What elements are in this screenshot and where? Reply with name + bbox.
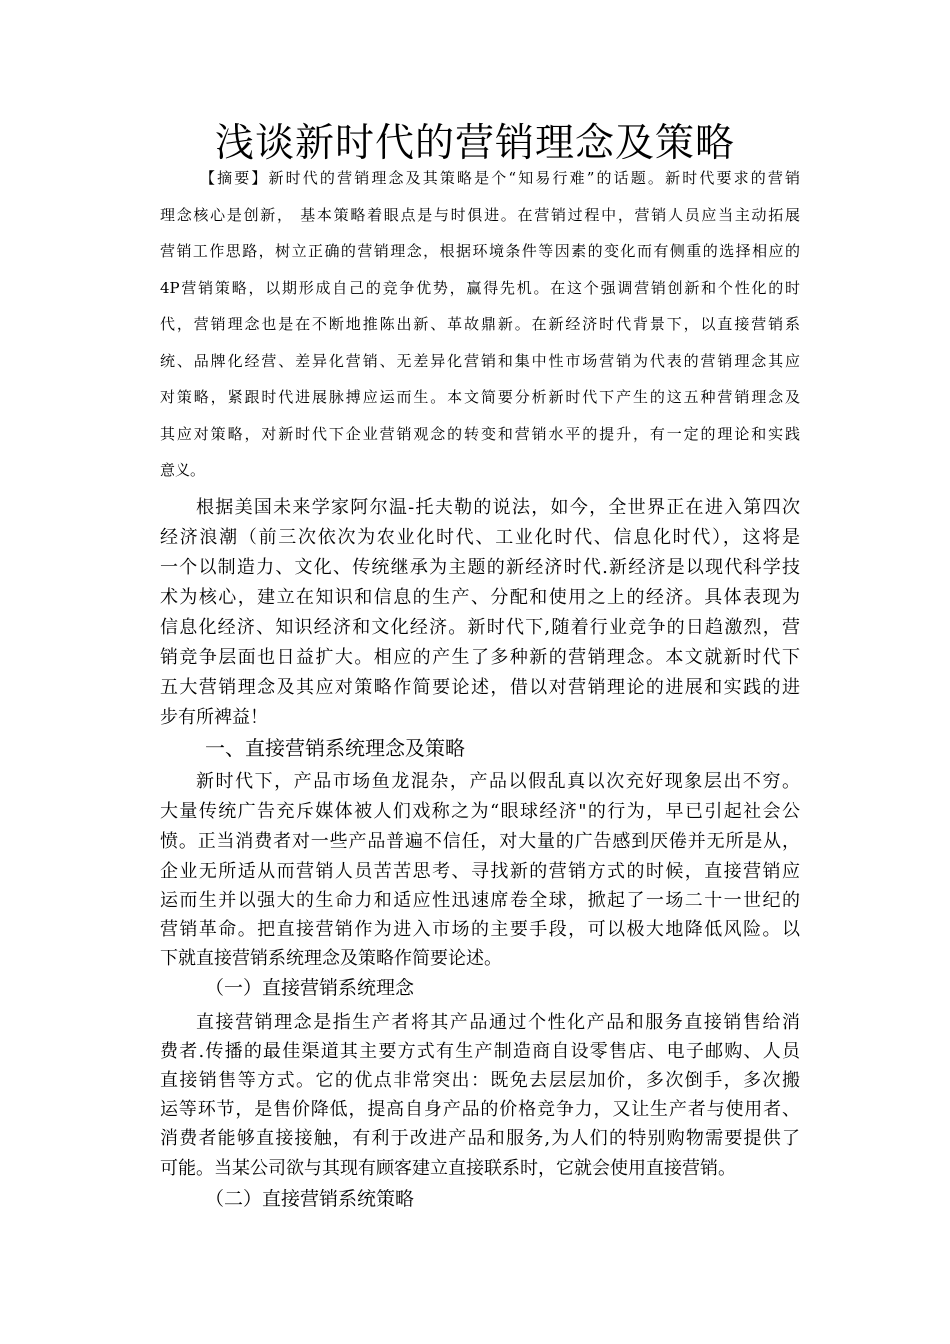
paragraph-line: 可能。当某公司欲与其现有顾客建立直接联系时，它就会使用直接营销。 — [160, 1158, 736, 1179]
paragraph-line: 新时代下，产品市场鱼龙混杂，产品以假乱真以次充好现象层出不穷。 — [196, 771, 800, 792]
paragraph-line: 销竞争层面也日益扩大。相应的产生了多种新的营销理念。本文就新时代下 — [160, 647, 800, 668]
paragraph-line: 经济浪潮（前三次依次为农业化时代、工业化时代、信息化时代），这将是 — [160, 527, 800, 548]
paragraph-line: 信息化经济、知识经济和文化经济。新时代下,随着行业竞争的日趋激烈，营 — [160, 617, 800, 638]
paragraph-line: 愤。正当消费者对一些产品普遍不信任，对大量的广告感到厌倦并无所是从， — [160, 831, 800, 852]
paragraph-line: 大量传统广告充斥媒体被人们戏称之为“眼球经济"的行为，早已引起社会公 — [160, 801, 800, 822]
paragraph-line: 直接销售等方式。它的优点非常突出：既免去层层加价，多次倒手，多次搬 — [160, 1070, 800, 1091]
section-heading: 一、直接营销系统理念及策略 — [205, 736, 465, 760]
paragraph-line: 运而生并以强大的生命力和适应性迅速席卷全球，掀起了一场二十一世纪的 — [160, 890, 800, 911]
paragraph-line: 下就直接营销系统理念及策略作简要论述。 — [160, 948, 502, 969]
abstract-line: 统、品牌化经营、差异化营销、无差异化营销和集中性市场营销为代表的营销理念其应 — [160, 352, 800, 370]
document-title: 浅谈新时代的营销理念及策略 — [214, 121, 735, 166]
paragraph-line: 运等环节，是售价降低，提高自身产品的价格竞争力，又让生产者与使用者、 — [160, 1099, 800, 1120]
paragraph-line: 企业无所适从而营销人员苦苦思考、寻找新的营销方式的时候，直接营销应 — [160, 861, 800, 882]
paragraph-line: 根据美国未来学家阿尔温-托夫勒的说法，如今，全世界正在进入第四次 — [196, 497, 800, 518]
subsection-heading: （二）直接营销系统策略 — [205, 1188, 415, 1210]
paragraph-line: 一个以制造力、文化、传统继承为主题的新经济时代.新经济是以现代科学技 — [160, 557, 800, 578]
paragraph-line: 消费者能够直接接触，有利于改进产品和服务,为人们的特别购物需要提供了 — [160, 1128, 800, 1149]
paragraph-line: 营销革命。把直接营销作为进入市场的主要手段，可以极大地降低风险。以 — [160, 919, 800, 940]
paragraph-line: 直接营销理念是指生产者将其产品通过个性化产品和服务直接销售给消 — [196, 1012, 800, 1033]
abstract-line: 其应对策略，对新时代下企业营销观念的转变和营销水平的提升，有一定的理论和实践 — [160, 425, 800, 443]
paragraph-line: 步有所裨益！ — [160, 707, 268, 728]
abstract-line: 意义。 — [160, 461, 206, 479]
paragraph-line: 费者.传播的最佳渠道其主要方式有生产制造商自设零售店、电子邮购、人员 — [160, 1041, 800, 1062]
abstract-line: 【摘要】新时代的营销理念及其策略是个“知易行难”的话题。新时代要求的营销 — [200, 169, 800, 187]
abstract-line: 4P营销策略，以期形成自己的竞争优势，赢得先机。在这个强调营销创新和个性化的时 — [160, 279, 800, 297]
abstract-line: 理念核心是创新， 基本策略着眼点是与时俱进。在营销过程中，营销人员应当主动拓展 — [160, 206, 800, 224]
abstract-line: 对策略，紧跟时代进展脉搏应运而生。本文简要分析新时代下产生的这五种营销理念及 — [160, 388, 800, 406]
subsection-heading: （一）直接营销系统理念 — [205, 977, 415, 999]
abstract-line: 代，营销理念也是在不断地推陈出新、革故鼎新。在新经济时代背景下，以直接营销系 — [160, 315, 800, 333]
paragraph-line: 术为核心，建立在知识和信息的生产、分配和使用之上的经济。具体表现为 — [160, 587, 800, 608]
paragraph-line: 五大营销理念及其应对策略作简要论述，借以对营销理论的进展和实践的进 — [160, 677, 800, 698]
abstract-line: 营销工作思路，树立正确的营销理念，根据环境条件等因素的变化而有侧重的选择相应的 — [160, 242, 800, 260]
